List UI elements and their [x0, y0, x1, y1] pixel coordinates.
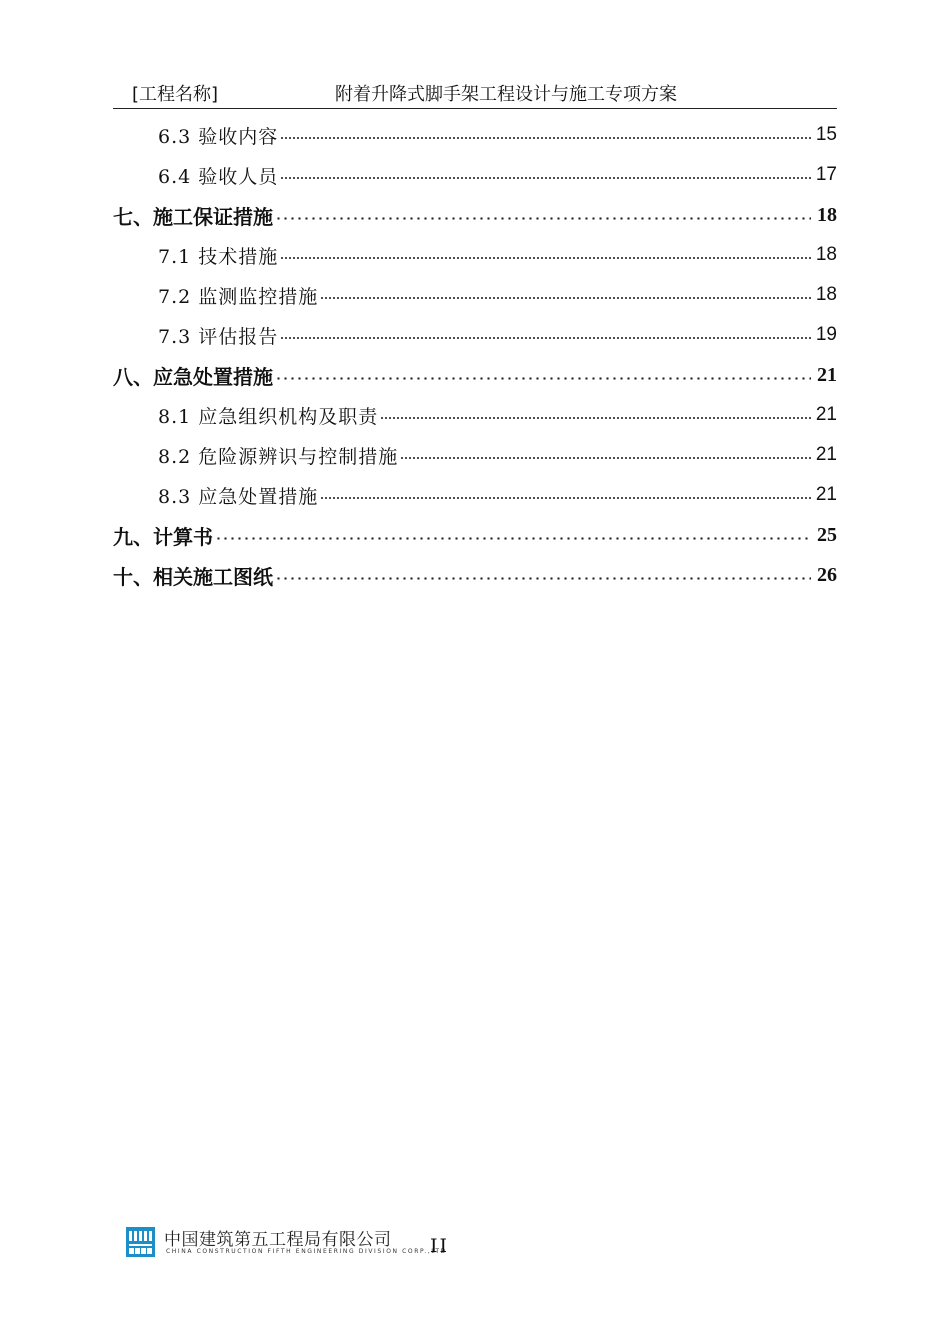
toc-dot-leader: [400, 457, 811, 459]
page-number: II: [430, 1235, 450, 1257]
company-name-cn: 中国建筑第五工程局有限公司: [164, 1230, 392, 1250]
page-header: [113, 78, 837, 109]
toc-entry-title: 7.3 评估报告: [158, 325, 279, 348]
toc-page-number: 21: [815, 484, 837, 505]
toc-entry-title: 6.3 验收内容: [158, 125, 279, 148]
toc-section-entry[interactable]: [113, 435, 837, 475]
toc-dot-leader: [380, 417, 811, 419]
toc-page-number: 18: [815, 244, 837, 265]
toc-entry-title: 8.2 危险源辨识与控制措施: [158, 445, 399, 468]
toc-dot-leader: [275, 217, 811, 220]
toc-dot-leader: [280, 137, 811, 139]
toc-entry-title: 八、应急处置措施: [113, 364, 273, 389]
toc-section-entry[interactable]: [113, 115, 837, 155]
toc-entry-title: 8.3 应急处置措施: [158, 485, 319, 508]
toc-chapter-entry[interactable]: [113, 555, 837, 595]
toc-section-entry[interactable]: [113, 155, 837, 195]
toc-entry-title: 6.4 验收人员: [158, 165, 279, 188]
toc-entry-title: 七、施工保证措施: [113, 204, 273, 229]
toc-dot-leader: [320, 297, 811, 299]
toc-page-number: 18: [815, 284, 837, 305]
toc-dot-leader: [275, 377, 811, 380]
document-title: 附着升降式脚手架工程设计与施工专项方案: [335, 84, 677, 105]
toc-section-entry[interactable]: [113, 235, 837, 275]
toc-entry-title: 7.1 技术措施: [158, 245, 279, 268]
toc-section-entry[interactable]: [113, 275, 837, 315]
company-name-en: CHINA CONSTRUCTION FIFTH ENGINEERING DIVISION CORP.,LTD: [166, 1248, 447, 1255]
toc-entry-title: 十、相关施工图纸: [113, 564, 273, 589]
toc-page-number: 21: [815, 404, 837, 425]
project-name: [工程名称]: [132, 84, 219, 105]
toc-chapter-entry[interactable]: [113, 515, 837, 555]
toc-page-number: 15: [815, 124, 837, 145]
toc-dot-leader: [280, 177, 811, 179]
page-footer: [126, 1225, 466, 1265]
cscec-logo-icon: [126, 1227, 155, 1257]
toc-page-number: 21: [817, 363, 837, 386]
toc-chapter-entry[interactable]: [113, 355, 837, 395]
toc-dot-leader: [215, 537, 811, 540]
toc-dot-leader: [280, 257, 811, 259]
toc-dot-leader: [280, 337, 811, 339]
toc-dot-leader: [275, 577, 811, 580]
toc-entry-title: 九、计算书: [113, 524, 213, 549]
toc-page-number: 17: [815, 164, 837, 185]
toc-entry-title: 8.1 应急组织机构及职责: [158, 405, 379, 428]
toc-chapter-entry[interactable]: [113, 195, 837, 235]
toc-section-entry[interactable]: [113, 315, 837, 355]
toc-entry-title: 7.2 监测监控措施: [158, 285, 319, 308]
toc-section-entry[interactable]: [113, 395, 837, 435]
toc-page-number: 18: [817, 203, 837, 226]
toc-section-entry[interactable]: [113, 475, 837, 515]
toc-page-number: 21: [815, 444, 837, 465]
toc-page-number: 26: [817, 563, 837, 586]
toc-page-number: 19: [815, 324, 837, 345]
toc-dot-leader: [320, 497, 811, 499]
toc-page-number: 25: [817, 523, 837, 546]
